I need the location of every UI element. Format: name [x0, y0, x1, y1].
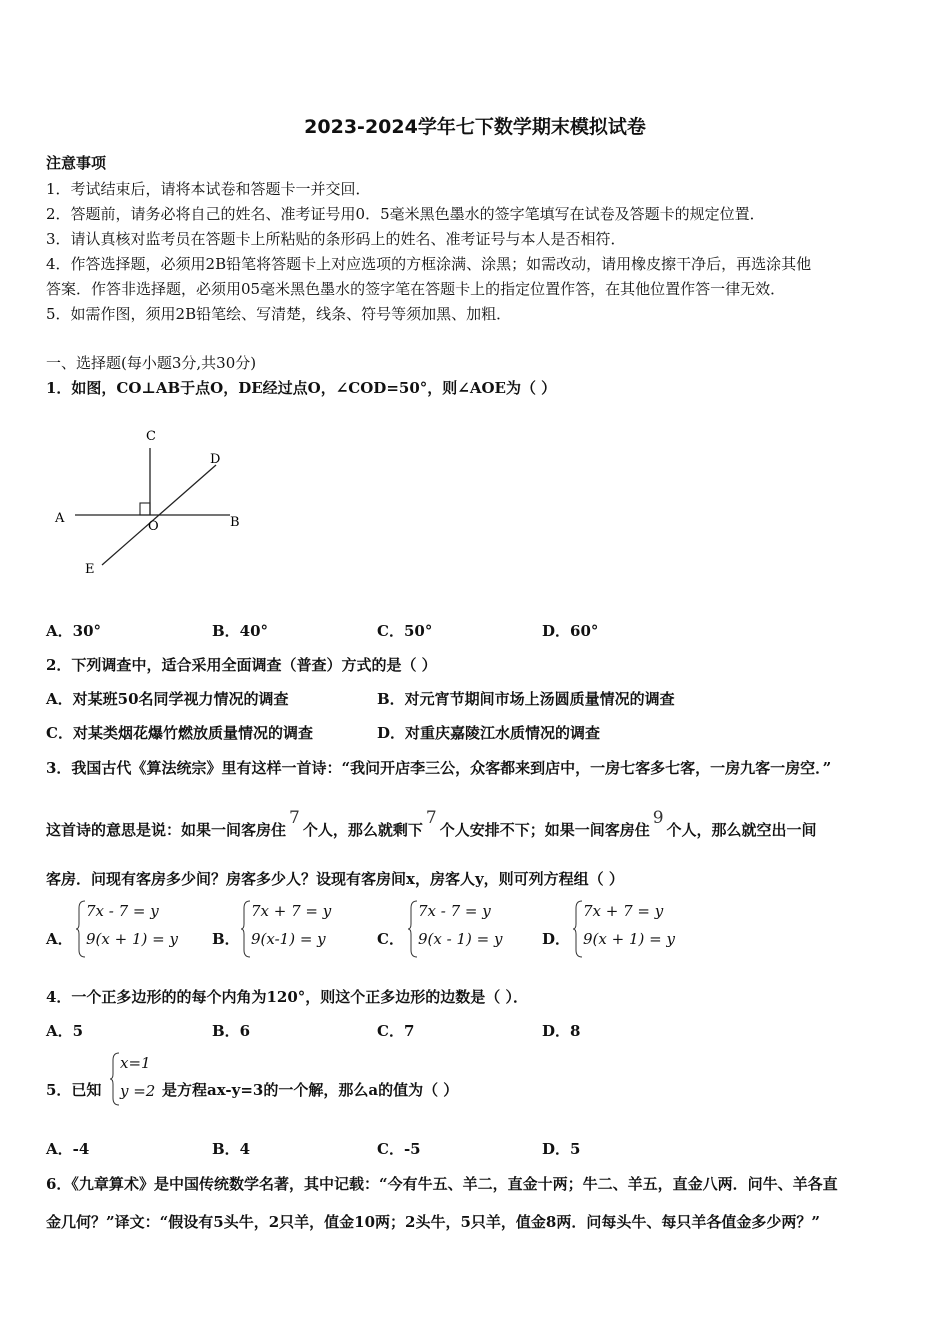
q3-option-d-system: 7x + 7 = y 9(x + 1) = y [573, 900, 703, 960]
q5-option-a: A．-4 [46, 1140, 90, 1158]
note-item: 3．请认真核对监考员在答题卡上所粘贴的条形码上的姓名、准考证号与本人是否相符． [46, 230, 626, 248]
q4-option-c: C．7 [377, 1022, 415, 1040]
label-a: A [55, 511, 65, 526]
note-item: 4．作答选择题，必须用2B铅笔将答题卡上对应选项的方框涂满、涂黑；如需改动，请用橡皮擦干净后，再选涂其他 [46, 255, 812, 273]
question-3-line-3: 客房．问现有客房多少间？房客多少人？设现有客房间x，房客人y，则可列方程组（ ） [46, 870, 624, 888]
question-5-prefix: 5．已知 [46, 1081, 102, 1099]
note-item: 2．答题前，请务必将自己的姓名、准考证号用0．5毫米黑色墨水的签字笔填写在试卷及答题卡的规定位置． [46, 205, 765, 223]
q1-option-d: D．60° [542, 622, 599, 640]
q3-option-a-system: 7x - 7 = y 9(x + 1) = y [76, 900, 206, 960]
q2-option-a: A．对某班50名同学视力情况的调查 [46, 690, 289, 708]
label-c: C [146, 429, 156, 444]
notes-heading: 注意事项 [46, 154, 107, 172]
question-1-figure [40, 420, 260, 590]
question-5-suffix: 是方程ax-y=3的一个解，那么a的值为（ ） [162, 1081, 459, 1099]
q3-option-b-system: 7x + 7 = y 9(x-1) = y [241, 900, 371, 960]
question-2-stem: 2．下列调查中，适合采用全面调查（普查）方式的是（ ） [46, 656, 437, 674]
q3-option-b-label: B． [212, 930, 240, 948]
note-item: 1．考试结束后，请将本试卷和答题卡一并交回． [46, 180, 371, 198]
question-3-line-1: 3．我国古代《算法统宗》里有这样一首诗：“我问开店李三公，众客都来到店中，一房七客多七客，一房九客一房空．” [46, 759, 832, 777]
question-3-line-2: 这首诗的意思是说：如果一间客房住7个人，那么就剩下7个人安排不下；如果一间客房住9个人，那么就空出一间 [46, 808, 817, 839]
q5-option-d: D．5 [542, 1140, 581, 1158]
label-d: D [210, 452, 221, 467]
q2-option-d: D．对重庆嘉陵江水质情况的调查 [377, 724, 601, 742]
q2-option-b: B．对元宵节期间市场上汤圆质量情况的调查 [377, 690, 675, 708]
q1-option-c: C．50° [377, 622, 433, 640]
q3-option-c-label: C． [377, 930, 404, 948]
question-1-stem: 1．如图，CO⊥AB于点O，DE经过点O，∠COD=50°，则∠AOE为（ ） [46, 379, 557, 397]
q3-option-a-label: A． [46, 930, 73, 948]
q4-option-d: D．8 [542, 1022, 581, 1040]
q2-option-c: C．对某类烟花爆竹燃放质量情况的调查 [46, 724, 313, 742]
question-5-system: x=1 y =2 [110, 1052, 170, 1108]
q4-option-b: B．6 [212, 1022, 251, 1040]
q1-option-a: A．30° [46, 622, 102, 640]
q4-option-a: A．5 [46, 1022, 84, 1040]
note-item: 答案．作答非选择题，必须用05毫米黑色墨水的签字笔在答题卡上的指定位置作答，在其他位置作答一律无效． [46, 280, 786, 298]
label-e: E [85, 562, 95, 577]
question-4-stem: 4．一个正多边形的的每个内角为120°，则这个正多边形的边数是（ ）． [46, 988, 528, 1006]
q1-option-b: B．40° [212, 622, 269, 640]
label-o: O [148, 519, 159, 534]
note-item: 5．如需作图，须用2B铅笔绘、写清楚，线条、符号等须加黑、加粗． [46, 305, 512, 323]
question-6-line-1: 6．《九章算术》是中国传统数学名著，其中记载：“今有牛五、羊二，直金十两；牛二、羊五，直金八两．问牛、羊各直 [46, 1175, 838, 1193]
question-6-line-2: 金几何？”译文：“假设有5头牛，2只羊，值金10两；2头牛，5只羊，值金8两．问每头牛、每只羊各值金多少两？” [46, 1213, 820, 1231]
right-angle-mark [140, 503, 150, 515]
page-title: 2023-2024学年七下数学期末模拟试卷 [304, 116, 646, 138]
q3-option-d-label: D． [542, 930, 571, 948]
section-heading: 一、选择题(每小题3分,共30分) [46, 354, 257, 372]
q3-option-c-system: 7x - 7 = y 9(x - 1) = y [408, 900, 538, 960]
q5-option-b: B．4 [212, 1140, 251, 1158]
label-b: B [230, 515, 240, 530]
q5-option-c: C．-5 [377, 1140, 421, 1158]
